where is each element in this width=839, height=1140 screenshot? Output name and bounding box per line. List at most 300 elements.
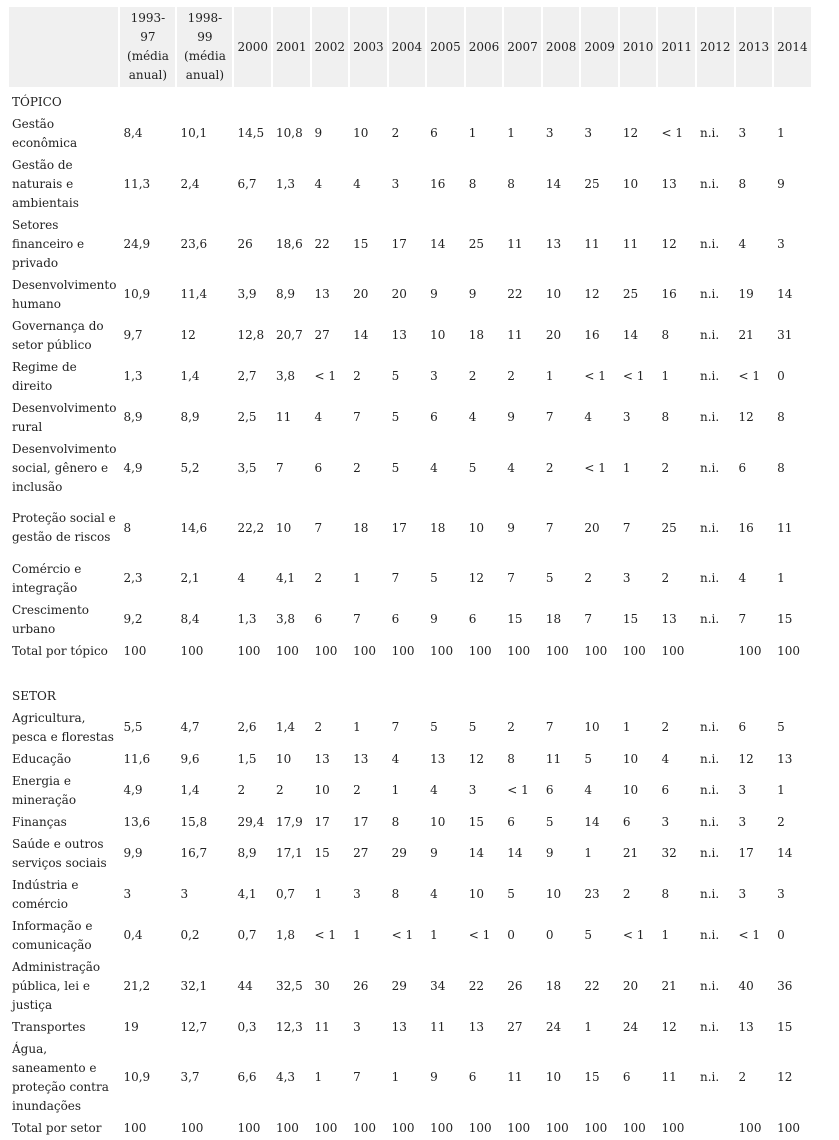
table-cell: n.i. (700, 460, 720, 475)
table-cell: n.i. (700, 751, 720, 766)
table-cell: 3 (622, 410, 631, 424)
table-cell: 3 (123, 887, 132, 901)
total-row (9, 1118, 811, 1138)
total-cell: 100 (777, 1120, 800, 1135)
table-cell: 3 (468, 783, 477, 797)
table-cell: 12 (738, 751, 754, 766)
table-row (9, 398, 811, 437)
table-cell: 16,7 (180, 846, 208, 860)
table-cell: 11 (430, 1019, 446, 1034)
row-label: Administração pública, lei e justiça (12, 959, 101, 1012)
section-title: SETOR (12, 689, 56, 703)
table-cell: n.i. (700, 783, 720, 797)
table-cell: 2,3 (123, 571, 143, 585)
table-cell: 17 (353, 814, 369, 829)
table-cell: 8 (123, 520, 132, 535)
table-cell: 2 (353, 369, 361, 383)
table-cell: 11 (777, 520, 793, 535)
table-cell: 18 (545, 612, 562, 626)
table-row (9, 275, 811, 314)
table-cell: 6 (468, 612, 477, 626)
table-row (9, 834, 811, 873)
spacer-row (9, 663, 811, 681)
table-cell: 15 (777, 1019, 793, 1034)
table-cell: 3,8 (275, 369, 296, 383)
header-cell-year: 2013 (736, 7, 773, 87)
table-cell: 11 (545, 751, 562, 766)
total-cell: 100 (275, 1120, 299, 1135)
section-header-row (9, 89, 811, 112)
table-cell: 9 (777, 176, 785, 191)
table-cell: 22 (468, 978, 484, 993)
table-cell: 7 (507, 571, 515, 585)
table-cell: 14 (353, 328, 369, 342)
table-cell: 3,9 (237, 287, 257, 301)
total-cell: 100 (738, 1120, 762, 1135)
table-cell: 7 (391, 720, 400, 734)
total-cell: 100 (237, 1120, 261, 1135)
table-cell: 19 (738, 287, 754, 301)
table-cell: 1 (391, 783, 400, 797)
table-cell: 3 (353, 887, 361, 901)
table-cell: 0 (777, 928, 785, 942)
table-cell: 1 (507, 126, 515, 140)
table-row (9, 1039, 811, 1116)
table-cell: 24 (545, 1019, 562, 1034)
table-cell: 2,4 (180, 176, 200, 191)
table-cell: 11 (584, 236, 600, 251)
table-cell: 10,9 (123, 1070, 151, 1084)
table-cell: 13 (468, 1019, 484, 1034)
table-cell: 8,9 (275, 287, 296, 301)
table-cell: 8 (777, 410, 785, 424)
table-cell: 6 (661, 783, 670, 797)
header-text: anual) (128, 68, 168, 82)
table-cell: 2,7 (237, 369, 257, 383)
table-cell: 10 (545, 287, 562, 301)
table-cell: 17 (391, 236, 407, 251)
table-cell: 11 (622, 236, 639, 251)
table-cell: 10,8 (275, 126, 303, 140)
table-cell: 4,3 (275, 1070, 296, 1084)
table-cell: 3 (584, 126, 592, 140)
table-cell: 20 (545, 328, 562, 342)
table-cell: 31 (777, 328, 793, 342)
table-cell: 2 (661, 460, 670, 475)
table-cell: 0,3 (237, 1019, 257, 1034)
table-cell: 18 (353, 520, 369, 535)
table-cell: 14 (507, 846, 523, 860)
table-cell: 2 (353, 783, 361, 797)
header-cell-year: 2001 (273, 7, 310, 87)
table-cell: < 1 (314, 928, 337, 942)
table-cell: 4 (661, 751, 670, 766)
table-cell: 10 (468, 520, 484, 535)
table-cell: 1 (661, 369, 670, 383)
total-cell: 100 (430, 1120, 454, 1135)
total-cell: 100 (622, 643, 646, 658)
table-cell: 17,1 (275, 846, 303, 860)
table-cell: 15 (353, 236, 369, 251)
header-cell-year: 2012 (697, 7, 734, 87)
table-cell: 6 (507, 814, 515, 829)
header-text: anual) (185, 68, 225, 82)
table-cell: n.i. (700, 369, 720, 383)
table-cell: 2 (314, 571, 323, 585)
total-cell: 100 (180, 1120, 204, 1135)
table-cell: 2 (622, 887, 631, 901)
row-label: Desenvolvimento social, gênero e inclusão (12, 441, 117, 494)
table-cell: 15 (622, 612, 639, 626)
header-cell-year: 2010 (620, 7, 657, 87)
table-cell: 9,6 (180, 751, 200, 766)
table-cell: 6 (430, 126, 438, 140)
header-text: (média (184, 49, 226, 63)
table-cell: 13 (738, 1019, 754, 1034)
total-cell: 100 (237, 643, 261, 658)
table-cell: 44 (237, 978, 253, 993)
table-cell: < 1 (391, 928, 414, 942)
header-cell-1993-97 (120, 7, 175, 87)
table-cell: 4,1 (275, 571, 296, 585)
table-cell: 23,6 (180, 236, 208, 251)
table-cell: 3 (180, 887, 189, 901)
row-label: Gestão de naturais e ambientais (12, 157, 79, 210)
total-cell (697, 1118, 734, 1138)
total-cell: 100 (661, 643, 685, 658)
table-cell: 2 (391, 126, 400, 140)
table-cell: 9,2 (123, 612, 143, 626)
table-cell: 3 (430, 369, 438, 383)
table-cell: 23 (584, 887, 600, 901)
table-cell: 3,8 (275, 612, 296, 626)
table-cell: 9 (430, 846, 438, 860)
table-cell: n.i. (700, 520, 720, 535)
table-cell: 1,3 (275, 176, 296, 191)
table-cell: 4 (237, 571, 246, 585)
table-cell: 1 (777, 571, 785, 585)
table-cell: 14 (545, 176, 562, 191)
table-cell: 0 (777, 369, 785, 383)
table-cell: 4 (738, 571, 747, 585)
table-cell: 10 (314, 783, 330, 797)
table-cell: 10 (622, 783, 639, 797)
table-cell: 7 (584, 612, 592, 626)
total-cell: 100 (353, 1120, 376, 1135)
table-cell: 14 (584, 814, 600, 829)
total-cell: 100 (507, 1120, 531, 1135)
total-cell (697, 641, 734, 661)
table-cell: 10 (622, 751, 639, 766)
table-cell: 13 (661, 612, 677, 626)
table-cell: 2 (738, 1070, 747, 1084)
table-cell: 9 (430, 612, 438, 626)
table-cell: 15 (777, 612, 793, 626)
table-cell: 26 (237, 236, 253, 251)
table-cell: 25 (661, 520, 677, 535)
table-cell: 18 (468, 328, 484, 342)
table-cell: 2 (507, 369, 515, 383)
table-cell: 6 (314, 612, 323, 626)
table-cell: 9 (430, 287, 438, 301)
table-cell: 5 (430, 571, 438, 585)
table-cell: 20 (622, 978, 639, 993)
table-cell: n.i. (700, 236, 720, 251)
header-cell-year: 2008 (543, 7, 580, 87)
row-label: Água, saneamento e proteção contra inundações (12, 1041, 109, 1113)
table-cell: 5 (391, 369, 400, 383)
table-cell: 6 (468, 1070, 477, 1084)
table-cell: 13 (777, 751, 793, 766)
table-row (9, 559, 811, 598)
table-cell: 14,6 (180, 520, 208, 535)
table-cell: 1 (584, 1019, 592, 1034)
table-cell: 15 (314, 846, 330, 860)
table-cell: 27 (314, 328, 330, 342)
table-cell: 21 (622, 846, 639, 860)
table-cell: 4,9 (123, 460, 143, 475)
header-cell-year: 2011 (658, 7, 695, 87)
table-row (9, 749, 811, 769)
table-cell: 10 (468, 887, 484, 901)
table-cell: 2 (275, 783, 284, 797)
table-cell: 1 (622, 720, 631, 734)
header-text: (média (127, 49, 169, 63)
row-label: Transportes (12, 1019, 86, 1034)
table-row (9, 155, 811, 213)
table-row (9, 1017, 811, 1037)
total-cell: 100 (123, 1120, 147, 1135)
header-cell-year: 2006 (466, 7, 503, 87)
row-label: Energia e mineração (12, 773, 77, 807)
table-cell: 8 (738, 176, 747, 191)
table-cell: 1 (391, 1070, 400, 1084)
table-row (9, 316, 811, 355)
table-row (9, 114, 811, 153)
table-cell: 15 (584, 1070, 600, 1084)
header-text: 1993-97 (130, 11, 166, 44)
table-cell: 11,3 (123, 176, 151, 191)
table-cell: 5 (584, 928, 592, 942)
table-cell: 5 (777, 720, 785, 734)
total-cell: 100 (545, 1120, 569, 1135)
table-cell: n.i. (700, 287, 720, 301)
table-cell: 22 (584, 978, 600, 993)
table-cell: 10 (545, 1070, 562, 1084)
row-label: Informação e comunicação (12, 918, 93, 952)
table-cell: 2,1 (180, 571, 200, 585)
table-cell: 18 (430, 520, 446, 535)
table-cell: 6,7 (237, 176, 257, 191)
table-cell: 3 (738, 783, 747, 797)
row-label: Regime de direito (12, 359, 77, 393)
table-cell: 1 (314, 1070, 323, 1084)
header-cell-year: 2000 (234, 7, 271, 87)
table-cell: 3 (777, 887, 785, 901)
total-cell: 100 (507, 643, 531, 658)
table-cell: 13 (391, 1019, 407, 1034)
table-cell: 4,7 (180, 720, 200, 734)
table-cell: < 1 (661, 126, 683, 140)
table-cell: 13,6 (123, 814, 151, 829)
table-cell: 5 (545, 814, 554, 829)
table-cell: n.i. (700, 846, 720, 860)
table-cell: 22,2 (237, 520, 265, 535)
table-cell: 8 (661, 410, 670, 424)
table-cell: 3 (777, 236, 785, 251)
total-cell: 100 (584, 1120, 608, 1135)
table-cell: 1 (777, 126, 785, 140)
table-cell: 7 (622, 520, 631, 535)
table-cell: 32,1 (180, 978, 208, 993)
table-cell: 8 (468, 176, 477, 191)
total-cell: 100 (353, 643, 376, 658)
table-cell: 15 (468, 814, 484, 829)
table-cell: 11 (507, 236, 523, 251)
table-cell: 17 (738, 846, 754, 860)
table-cell: 12 (661, 236, 677, 251)
table-cell: 25 (468, 236, 484, 251)
table-cell: 0 (545, 928, 554, 942)
table-cell: 10 (430, 328, 446, 342)
table-cell: 6 (430, 410, 438, 424)
total-cell: 100 (123, 643, 147, 658)
table-cell: 36 (777, 978, 793, 993)
total-cell: 100 (468, 643, 492, 658)
table-cell: 14 (430, 236, 446, 251)
table-cell: 1 (777, 783, 785, 797)
table-cell: 26 (507, 978, 523, 993)
table-cell: 5 (468, 720, 477, 734)
table-cell: 3 (738, 126, 747, 140)
table-cell: 8,4 (123, 126, 143, 140)
row-label: Educação (12, 751, 72, 766)
table-cell: n.i. (700, 720, 720, 734)
table-cell: 24 (622, 1019, 639, 1034)
table-cell: 11 (507, 328, 523, 342)
table-cell: 14 (777, 846, 793, 860)
table-cell: 0,4 (123, 928, 143, 942)
table-cell: 5,5 (123, 720, 143, 734)
table-cell: n.i. (700, 978, 720, 993)
table-row (9, 771, 811, 810)
table-cell: 25 (584, 176, 600, 191)
total-label: Total por tópico (12, 643, 108, 658)
table-body (9, 89, 811, 1138)
table-cell: 4 (584, 783, 592, 797)
table-cell: 29,4 (237, 814, 265, 829)
table-cell: 8 (391, 887, 400, 901)
table-cell: 5,2 (180, 460, 200, 475)
table-cell: 8 (661, 328, 670, 342)
table-cell: 9 (468, 287, 477, 301)
table-cell: 12,8 (237, 328, 265, 342)
table-cell: 18,6 (275, 236, 303, 251)
table-cell: 2,6 (237, 720, 257, 734)
table-cell: 5 (507, 887, 515, 901)
table-cell: 6 (738, 460, 747, 475)
table-cell: 12 (468, 751, 484, 766)
table-cell: 13 (353, 751, 369, 766)
total-cell: 100 (275, 643, 299, 658)
row-label: Indústria e comércio (12, 877, 79, 911)
table-cell: 2 (777, 814, 785, 829)
total-row (9, 641, 811, 661)
table-cell: 12,7 (180, 1019, 208, 1034)
total-cell: 100 (430, 643, 454, 658)
table-cell: 6 (622, 1070, 631, 1084)
table-cell: 2 (584, 571, 592, 585)
table-cell: 14,5 (237, 126, 265, 140)
table-cell: 3 (661, 814, 670, 829)
header-cell-1998-99 (177, 7, 232, 87)
table-cell: n.i. (700, 410, 720, 424)
table-cell: 20 (584, 520, 600, 535)
header-corner-cell (9, 7, 118, 87)
table-cell: 3 (353, 1019, 361, 1034)
table-cell: 6 (622, 814, 631, 829)
table-cell: 1 (661, 928, 670, 942)
table-cell: 9 (545, 846, 554, 860)
table-cell: 10,9 (123, 287, 151, 301)
section-title: TÓPICO (12, 95, 62, 109)
table-cell: 20,7 (275, 328, 303, 342)
table-cell: 12 (584, 287, 600, 301)
spacer-cell (9, 663, 811, 681)
table-cell: 8 (507, 176, 515, 191)
table-cell: 11 (275, 410, 292, 424)
table-cell: 29 (391, 846, 407, 860)
table-cell: 13 (661, 176, 677, 191)
table-cell: 1 (584, 846, 592, 860)
table-cell: 11 (507, 1070, 523, 1084)
table-cell: 12 (661, 1019, 677, 1034)
total-cell: 100 (777, 643, 800, 658)
total-cell: 100 (468, 1120, 492, 1135)
table-cell: 1 (353, 720, 361, 734)
table-cell: 17 (314, 814, 330, 829)
table-cell: 27 (353, 846, 369, 860)
table-cell: 0 (507, 928, 515, 942)
table-cell: 8,4 (180, 612, 200, 626)
table-cell: 7 (275, 460, 284, 475)
table-cell: 18 (545, 978, 562, 993)
table-cell: 6 (545, 783, 554, 797)
table-cell: n.i. (700, 1019, 720, 1034)
table-cell: 11 (314, 1019, 330, 1034)
total-cell: 100 (180, 643, 204, 658)
table-cell: 15 (507, 612, 523, 626)
table-cell: < 1 (584, 369, 606, 383)
table-cell: 2 (661, 571, 670, 585)
total-cell: 100 (314, 1120, 338, 1135)
table-cell: 5 (468, 460, 477, 475)
data-table-container (7, 5, 813, 1140)
table-cell: 4 (738, 236, 747, 251)
table-cell: 20 (391, 287, 407, 301)
table-cell: 3 (545, 126, 554, 140)
table-cell: 16 (584, 328, 600, 342)
table-cell: 1,5 (237, 751, 257, 766)
table-cell: 13 (545, 236, 562, 251)
row-label: Desenvolvimento rural (12, 400, 117, 434)
table-cell: 10 (353, 126, 369, 140)
table-cell: < 1 (738, 369, 761, 383)
table-row (9, 957, 811, 1015)
table-cell: 40 (738, 978, 754, 993)
table-cell: 22 (314, 236, 330, 251)
table-cell: 7 (545, 720, 554, 734)
